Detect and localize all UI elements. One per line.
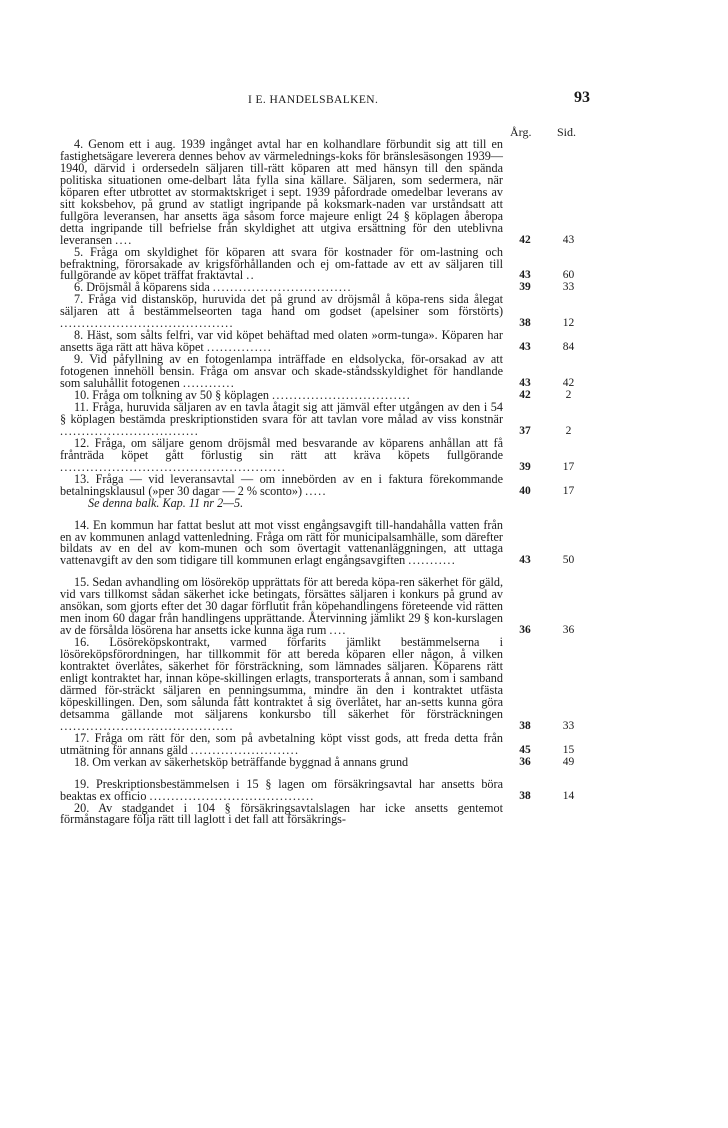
- list-item: [60, 399, 590, 438]
- entry-text: [60, 495, 503, 510]
- entry-text: [60, 244, 503, 283]
- entry-text: [60, 435, 503, 474]
- entry-text: [60, 776, 503, 803]
- entry-year: 45: [519, 743, 531, 756]
- entry-description: 9. Vid påfyllning av en fotogenlampa inträffade en eldsolycka, för-orsakad av att fotogenen innehöll bensin. Fråga om ansvar och skade-ståndsskyldighet för handlande som saluhållit fotogenen: [60, 352, 503, 391]
- leader-dots: ........................................: [60, 718, 234, 733]
- leader-dots: ................................: [60, 423, 200, 438]
- entry-year: 38: [519, 789, 531, 802]
- entry-text: [60, 754, 503, 769]
- entry-page: 12: [562, 317, 575, 330]
- list-item: [60, 637, 590, 733]
- entry-text: [60, 330, 503, 354]
- entry-year: 42: [519, 389, 531, 402]
- entry-description: 10. Fråga om tolkning av 50 § köplagen: [74, 388, 269, 403]
- entry-description: 16. Lösöreköpskontrakt, varmed förfarits jämlikt bestämmelserna i lösöreköpsförordningen, har tillkommit för att bereda köparen eller någon, å vilken kontraktet överlåtes, säkerhet för försträckning, som lämnades säljaren. Köparens rätt enligt kontraktet har, innan köpe-skillingen erlagts, transporterats å annan, som i samband därmed för-sträckt säljaren en penningsumma, mindre än den i kontraktet utfästa köpeskillingen. Den, som sålunda fått kontraktet å sig överlåtet, har an-setts kunna göra detsamma gällande mot säljarens konkursbo till säkerhet för försträckningen: [60, 635, 503, 721]
- list-item: [60, 471, 590, 498]
- entry-text: [60, 399, 503, 438]
- entry-year: 42: [519, 233, 531, 246]
- entry-year: 37: [519, 424, 531, 437]
- list-item: [60, 776, 590, 803]
- page-number: 93: [574, 89, 590, 106]
- leader-dots: ...............: [206, 340, 273, 355]
- list-item: [60, 730, 590, 757]
- entry-description: 6. Dröjsmål å köparens sida: [74, 280, 210, 295]
- leader-dots: ....: [115, 232, 133, 247]
- leader-dots: ..: [246, 268, 255, 283]
- leader-dots: .........................: [190, 742, 300, 757]
- entry-text: [60, 354, 503, 390]
- entry-year: 39: [519, 281, 531, 294]
- entry-year: 43: [519, 269, 531, 282]
- entry-page: 14: [562, 789, 575, 802]
- entry-page: 36: [562, 624, 575, 637]
- entry-page: 33: [562, 281, 575, 294]
- cross-reference: Se denna balk. Kap. 11 nr 2—5.: [88, 495, 244, 510]
- list-item: [60, 517, 590, 568]
- entry-text: [60, 730, 503, 757]
- list-item: [60, 244, 590, 283]
- entry-page: 17: [562, 460, 575, 473]
- entry-year: 40: [519, 484, 531, 497]
- leader-dots: ....: [329, 623, 347, 638]
- entry-page: 33: [562, 719, 575, 732]
- entry-text: [60, 139, 503, 247]
- entry-description: 8. Häst, som sålts felfri, var vid köpet behäftad med olaten »orm-tunga». Köparen har ansetts äga rätt att häva köpet: [60, 328, 503, 355]
- list-item: [60, 800, 590, 827]
- list-item: [60, 354, 590, 390]
- entry-description: 18. Om verkan av säkerhetsköp beträffande byggnad å annans grund: [74, 754, 409, 769]
- entry-description: 17. Fråga om rätt för den, som på avbetalning köpt visst gods, att freda detta från utmätning för annans gäld: [60, 730, 503, 757]
- leader-dots: ......................................: [149, 788, 315, 803]
- entry-page: 60: [562, 269, 575, 282]
- entry-page: 15: [562, 743, 575, 756]
- entry-text: [60, 800, 503, 827]
- entry-year: 39: [519, 460, 531, 473]
- entry-year: 43: [519, 554, 531, 567]
- entry-year: 43: [519, 377, 531, 390]
- entry-page: 43: [562, 233, 575, 246]
- entry-description: 4. Genom ett i aug. 1939 ingånget avtal har en kolhandlare förbundit sig att till en fastighetsägare leverera dennes behov av värmelednings-koks för bränslesäsongen 1939—1940, därvid i ordersedeln säljaren till-rätt köparen att med hänsyn till den spända politiska situationen ome-delbart låta fylla sina källare. Säljaren, som sedermera, när köparen efter utbrottet av stormaktskriget i sept. 1939 påfordrade omedelbar leverans av sitt koksbehov, på grund av statligt ingripande på koksmark-naden var urståndsatt att fullgöra leveransen, har ansetts äga såsom force majeure enligt 24 § köplagen åberopa detta ingripande till befrielse från skyldighet att utgiva ersättning för den uteblivna leveransen: [60, 137, 503, 247]
- column-heading-year: Årg.: [510, 125, 532, 139]
- entry-list: [60, 139, 590, 826]
- entry-page: 2: [565, 424, 572, 437]
- entry-page: 17: [562, 484, 575, 497]
- entry-page: 84: [562, 341, 575, 354]
- leader-dots: ................................: [272, 388, 412, 403]
- entry-description: 7. Fråga vid distansköp, huruvida det på grund av dröjsmål å köpa-rens sida ålegat säljaren att å bestämmelseorten taga hand om godset (apelsiner som förstörts): [60, 292, 503, 319]
- list-item: [60, 754, 590, 769]
- list-item: [60, 495, 590, 510]
- leader-dots: ............: [182, 376, 236, 391]
- entry-text: [60, 577, 503, 637]
- entry-year: 38: [519, 719, 531, 732]
- list-item: [60, 139, 590, 247]
- entry-year: 38: [519, 317, 531, 330]
- entry-page: 42: [562, 377, 575, 390]
- entry-text: [60, 471, 503, 498]
- entry-description: 13. Fråga — vid leveransavtal — om innebörden av en i faktura förekommande betalningsklausul (»per 30 dagar — 2 % sconto»): [60, 471, 503, 498]
- entry-year: 36: [519, 755, 531, 768]
- list-item: [60, 294, 590, 330]
- leader-dots: .....: [305, 483, 327, 498]
- entry-year: 43: [519, 341, 531, 354]
- entry-text: [60, 294, 503, 330]
- entry-year: 36: [519, 624, 531, 637]
- list-item: [60, 330, 590, 354]
- leader-dots: ....................................................: [60, 459, 287, 474]
- entry-page: 49: [562, 755, 575, 768]
- leader-dots: ...........: [408, 553, 457, 568]
- list-item: [60, 435, 590, 474]
- column-heading-page: Sid.: [557, 125, 577, 139]
- entry-description: 20. Av stadgandet i 104 § försäkringsavtalslagen har icke ansetts gentemot förmånstagare följa rätt till laglott i det fall att försäkrings-: [60, 800, 503, 827]
- entry-page: 2: [565, 389, 572, 402]
- entry-description: 12. Fråga, om säljare genom dröjsmål med besvarande av köparens anhållan att få frånträda köpet gått förlustig sin rätt att kräva köpets fullgörande: [60, 435, 503, 462]
- entry-description: 19. Preskriptionsbestämmelsen i 15 § lagen om försäkringsavtal har ansetts böra beaktas ex officio: [60, 776, 503, 803]
- entry-page: 50: [562, 554, 575, 567]
- entry-description: 5. Fråga om skyldighet för köparen att svara för kostnader för om-lastning och befraktning, förorsakade av krigsförhållanden och ej om-fattade av ett av säljaren till fullgörande av köpet träffat fraktavtal: [60, 244, 503, 283]
- leader-dots: ................................: [212, 280, 352, 295]
- list-item: [60, 577, 590, 637]
- entry-description: 11. Fråga, huruvida säljaren av en tavla åtagit sig att jämväl efter utgången av den i 54 § köplagen bestämda preskriptionstiden svara för att tavlan vore målad av viss konstnär: [60, 399, 503, 426]
- entry-text: [60, 637, 503, 733]
- leader-dots: ........................................: [60, 316, 234, 331]
- running-title: I E. HANDELSBALKEN.: [248, 94, 379, 106]
- entry-description: 14. En kommun har fattat beslut att mot visst engångsavgift till-handahålla vatten från en av kommunen anlagd vattenledning. Fråga om rätt för municipalsamhälle, som därefter bildats av en del av kom-munen och som övertagit vattenanläggningen, att uttaga vattenavgift av den som tidigare till kommunen erlagt engångsavgiften: [60, 517, 503, 568]
- entry-text: [60, 517, 503, 568]
- entry-description: 15. Sedan avhandling om lösöreköp upprättats för att bereda köpa-ren säkerhet för gäld, vid vars tillkomst sådan säkerhet icke betingats, försättes säljaren i konkurs på grund av ansökan, som gjorts efter det 30 dagar förflutit från köpehandlingens företeende vid rätten men inom 60 dagar från handlingens upprättande. Återvinning jämlikt 29 § kon-kurslagen av de försålda lösörena har ansetts icke kunna äga rum: [60, 575, 503, 638]
